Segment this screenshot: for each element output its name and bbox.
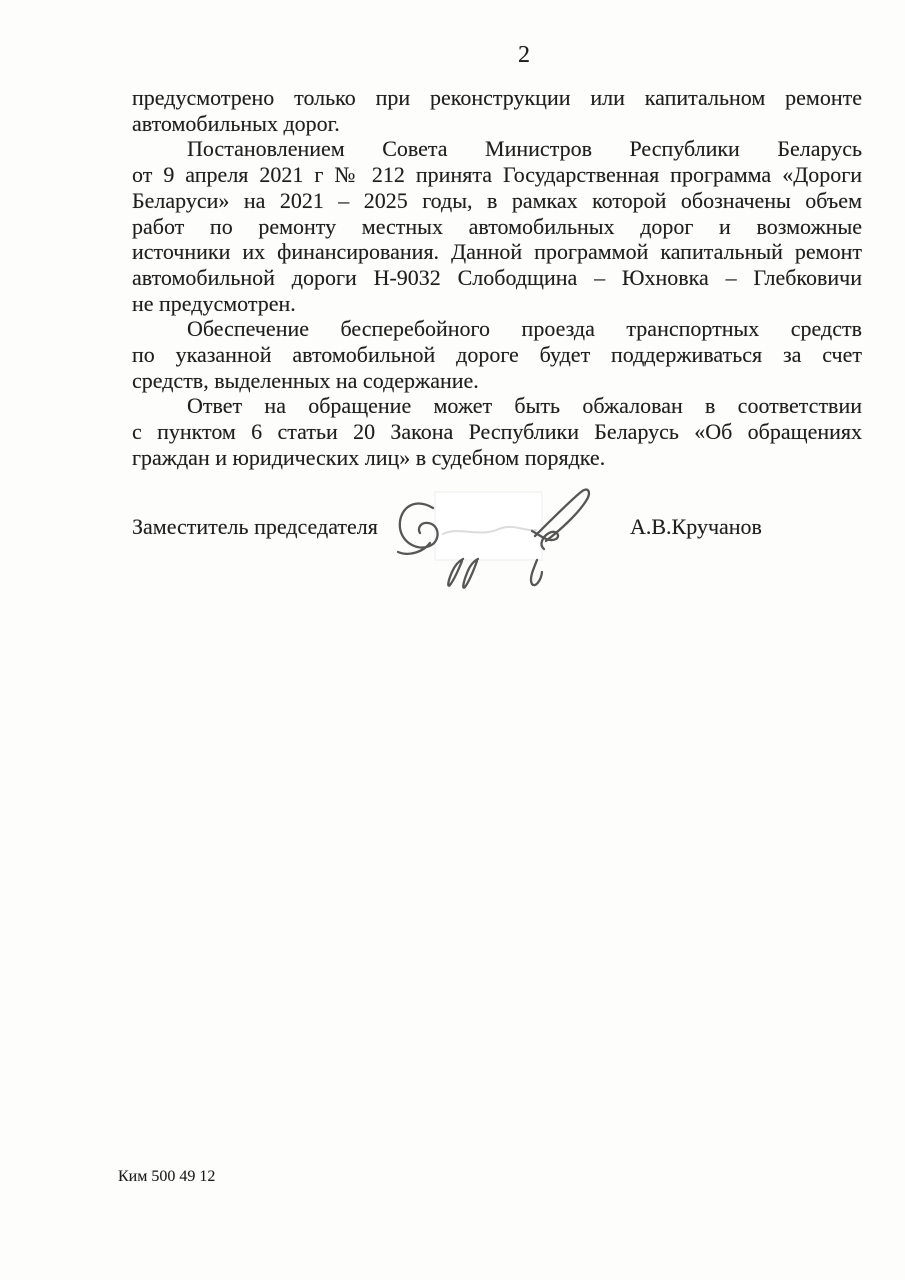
- signature-descender-2: [463, 559, 478, 588]
- text-line: с пунктом 6 статьи 20 Закона Республики Беларусь «Об обращениях: [132, 419, 862, 445]
- text-line: работ по ремонту местных автомобильных дорог и возможные: [132, 213, 862, 239]
- text-line: средств, выделенных на содержание.: [132, 367, 479, 393]
- signature-title: Заместитель председателя: [132, 514, 378, 539]
- paragraph: [132, 136, 862, 316]
- correction-tape: [435, 492, 542, 560]
- text-line: от 9 апреля 2021 г № 212 принята Государственная программа «Дороги: [132, 162, 862, 188]
- signatory-name: А.В.Кручанов: [630, 514, 762, 539]
- handwritten-signature-icon: [393, 482, 603, 606]
- text-line: Постановлением Совета Министров Республики Беларусь: [187, 136, 862, 162]
- footer-reference: Ким 500 49 12: [118, 1168, 216, 1185]
- signature-left-tail: [398, 543, 430, 554]
- text-line: Беларуси» на 2021 – 2025 годы, в рамках которой обозначены объем: [132, 187, 862, 213]
- text-line: автомобильных дорог.: [132, 110, 340, 136]
- paragraph: [132, 85, 862, 136]
- paragraph: [132, 393, 862, 470]
- signature-right-hook: [531, 560, 542, 585]
- page-number: 2: [518, 42, 530, 68]
- text-line: граждан и юридических лиц» в судебном порядке.: [132, 444, 606, 470]
- letter-body: [132, 85, 862, 471]
- text-line: автомобильной дороги Н-9032 Слободщина – Юхновка – Глебковичи: [132, 264, 862, 290]
- text-line: по указанной автомобильной дороге будет поддерживаться за счет: [132, 342, 862, 368]
- text-line: Обеспечение бесперебойного проезда транспортных средств: [187, 316, 862, 342]
- paragraph: [132, 316, 862, 393]
- text-line: источники их финансирования. Данной программой капитальный ремонт: [132, 239, 862, 265]
- signature-left-loop: [400, 504, 438, 548]
- text-line: Ответ на обращение может быть обжалован в соответствии: [187, 393, 862, 419]
- text-line: не предусмотрен.: [132, 290, 296, 316]
- text-line: предусмотрено только при реконструкции или капитальном ремонте: [132, 85, 862, 110]
- signature-right-flourish: [535, 490, 589, 541]
- signature-descender-1: [448, 559, 463, 586]
